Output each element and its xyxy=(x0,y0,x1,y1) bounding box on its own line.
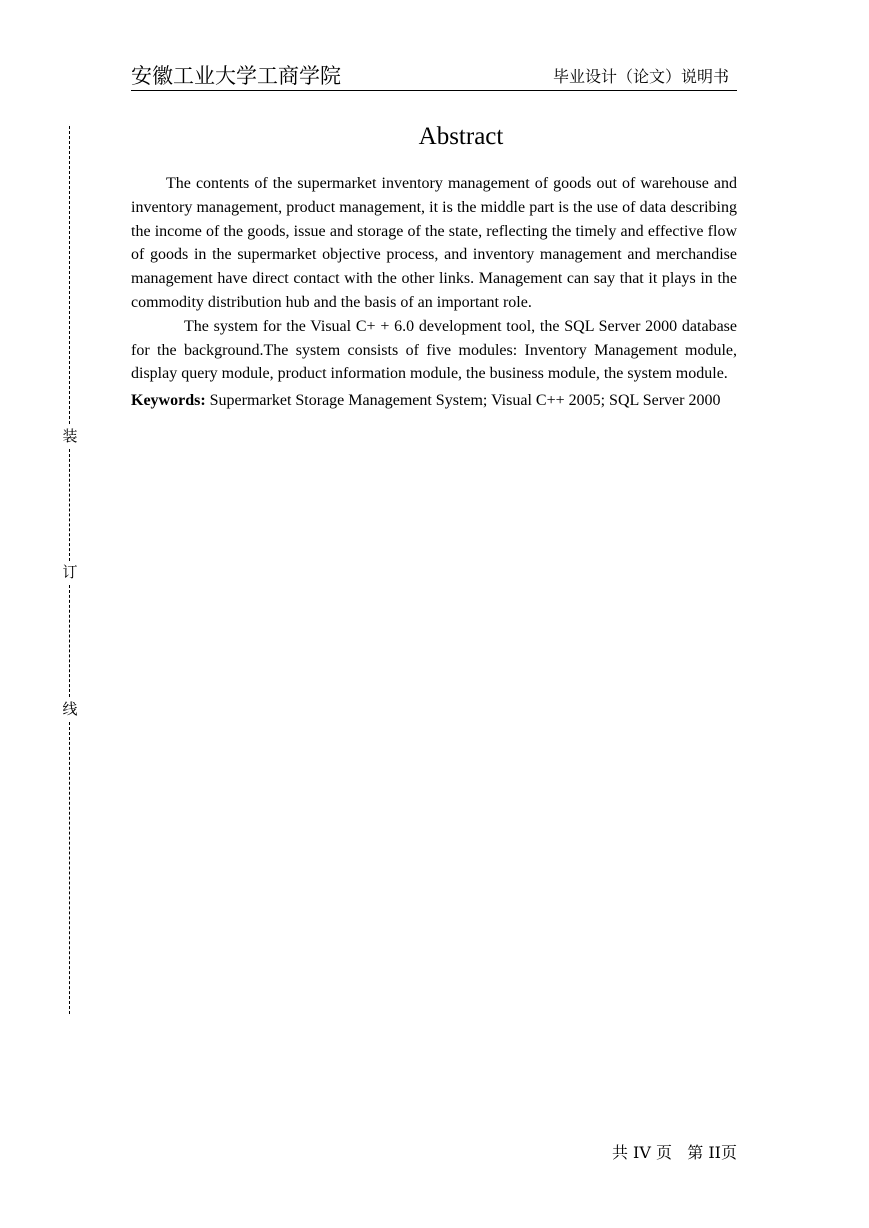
header-rule xyxy=(131,90,737,91)
binding-dash-line xyxy=(69,449,70,561)
document-type: 毕业设计（论文）说明书 xyxy=(552,67,729,86)
school-name: 安徽工业大学工商学院 xyxy=(131,64,341,88)
binding-margin xyxy=(59,126,81,1016)
binding-dash-line xyxy=(69,585,70,697)
binding-dash-line xyxy=(69,126,70,424)
keywords-label: Keywords: xyxy=(131,392,206,410)
keywords-line xyxy=(131,389,737,413)
binding-dash-line xyxy=(69,722,70,1014)
binding-char-zhuang: 装 xyxy=(59,426,81,446)
page-number-footer: 共 IV 页 第 II页 xyxy=(611,1143,737,1162)
abstract-title: Abstract xyxy=(418,123,504,150)
abstract-body xyxy=(131,172,737,413)
binding-char-ding: 订 xyxy=(59,562,81,582)
abstract-paragraph-1: The contents of the supermarket inventory management of goods out of warehouse and inventory management, product management, it is the middle part is the use of data describing the income of the goods, issue and storage of the state, reflecting the timely and effective flow of goods in the supermarket objective process, and inventory management and merchandise management have direct contact with the other links. Management can say that it plays in the commodity distribution hub and the basis of an important role. xyxy=(131,175,737,311)
keywords-text: Supermarket Storage Management System; Visual C++ 2005; SQL Server 2000 xyxy=(205,392,721,410)
binding-char-xian: 线 xyxy=(59,699,81,719)
abstract-paragraph-2: The system for the Visual C+ + 6.0 development tool, the SQL Server 2000 database for the background.The system consists of five modules: Inventory Management module, display query module, product information module, the business module, the system module. xyxy=(131,317,737,383)
